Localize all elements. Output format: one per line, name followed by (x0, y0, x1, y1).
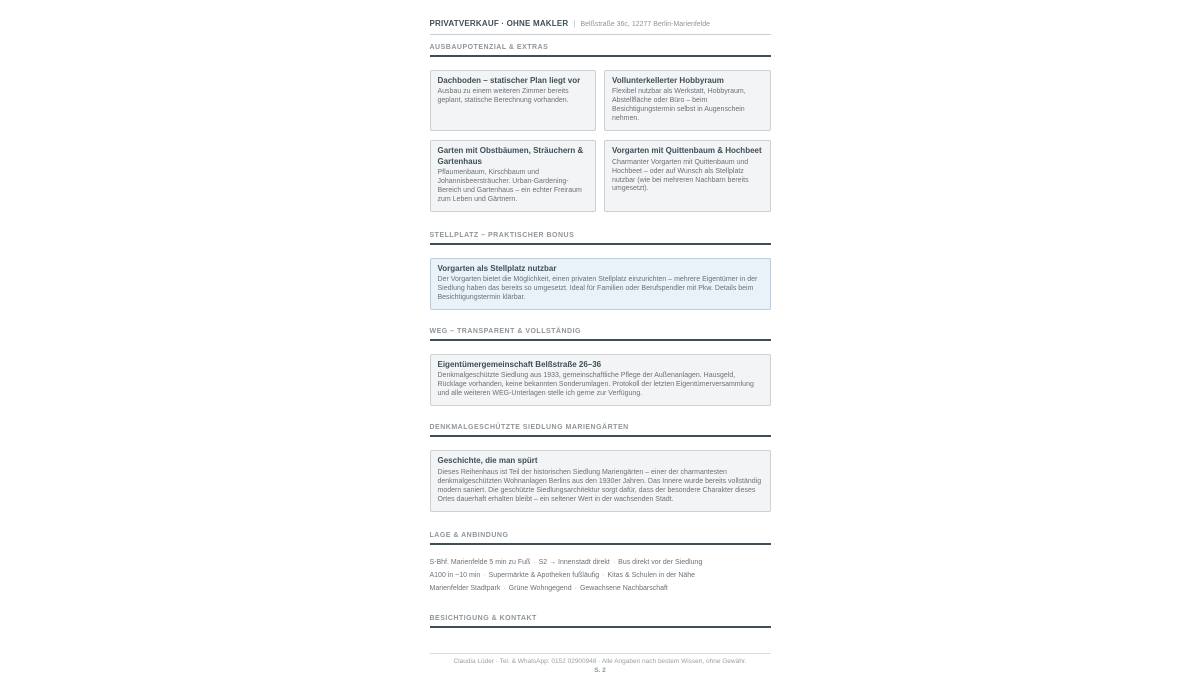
lage-item: S-Bhf. Marienfelde 5 min zu Fuß (429, 558, 531, 566)
card-garten (430, 140, 597, 212)
document-page (430, 0, 771, 674)
section-heading-weg: WEG – TRANSPARENT & VOLLSTÄNDIG (430, 328, 771, 341)
card-dachboden (430, 70, 597, 131)
card-garten-body: Pflaumenbaum, Kirschbaum und Johannisbeersträucher. Urban-Gardening-Bereich und Gartenhaus – ein echter Freiraum zum Leben und Gärtnern. (437, 168, 582, 203)
lage-item: Supermärkte & Apotheken fußläufig (488, 571, 600, 579)
document-footer (430, 653, 771, 674)
lage-item: Gewachsene Nachbarschaft (579, 584, 668, 592)
section-heading-ausbaupotenzial: AUSBAUPOTENZIAL & EXTRAS (430, 44, 771, 57)
card-dachboden-title: Dachboden – statischer Plan liegt vor (437, 76, 581, 85)
footer-contact-line: Claudia Lüder · Tel. & WhatsApp: 0152 02900948 · Alle Angaben nach bestem Wissen, ohne Gewähr. (453, 657, 747, 665)
card-row-extras-2 (430, 140, 771, 212)
card-geschichte-body: Dieses Reihenhaus ist Teil der historischen Siedlung Mariengärten – einer der charmantesten denkmalgeschützten Wohnanlagen Berlins aus den 1930er Jahren. Das Innere wurde bereits vollständig modern saniert. Die geschützte Siedlungsarchitektur sorgt dafür, dass der besondere Charakter dieses Ortes dauerhaft erhalten bleibt – ein seltener Wert in der wachsenden Stadt. (437, 468, 762, 503)
section-heading-stellplatz: STELLPLATZ – PRAKTISCHER BONUS (430, 232, 771, 245)
lage-item: Kitas & Schulen in der Nähe (607, 571, 696, 579)
dot-separator: · (533, 558, 536, 566)
header-address: Belßstraße 36c, 12277 Berlin-Marienfelde (580, 21, 711, 28)
dot-separator: · (574, 584, 577, 592)
lage-row-1 (430, 556, 771, 569)
card-vorgarten (604, 140, 771, 212)
card-eigentuemergemeinschaft-body: Denkmalgeschützte Siedlung aus 1933, gemeinschaftliche Pflege der Außenanlagen. Hausgeld, Rücklage vorhanden, keine bekannten Sonderumlagen. Protokoll der letzten Eigentümerversammlung und alle weiteren WEG-Unterlagen stelle ich gerne zur Verfügung. (437, 372, 754, 398)
dot-separator: · (602, 571, 605, 579)
section-heading-lage: LAGE & ANBINDUNG (430, 532, 771, 545)
card-eigentuemergemeinschaft-title: Eigentümergemeinschaft Belßstraße 26–36 (437, 360, 602, 370)
lage-item: S2 → Innenstadt direkt (538, 558, 610, 566)
page-number: S. 2 (594, 666, 606, 674)
card-eigentuemergemeinschaft (430, 354, 771, 406)
lage-list (430, 556, 771, 595)
lage-item: Marienfelder Stadtpark (429, 584, 501, 592)
card-hobbyraum-title: Vollunterkellerter Hobbyraum (612, 76, 724, 85)
lage-item: Bus direkt vor der Siedlung (618, 558, 703, 566)
dot-separator: · (483, 571, 486, 579)
card-hobbyraum (604, 70, 771, 131)
header-title: PRIVATVERKAUF · OHNE MAKLER (429, 19, 569, 28)
lage-row-3 (430, 582, 771, 595)
section-heading-denkmalschutz: DENKMALGESCHÜTZTE SIEDLUNG MARIENGÄRTEN (430, 424, 771, 437)
card-stellplatz-body: Der Vorgarten bietet die Möglichkeit, einen privaten Stellplatz einzurichten – mehrere Eigentümer in der Siedlung haben das bereits so umgesetzt. Ideal für Familien oder Berufspendler mit Pkw. Details beim Besichtigungstermin klärbar. (437, 276, 758, 302)
card-vorgarten-title: Vorgarten mit Quittenbaum & Hochbeet (612, 146, 762, 156)
section-heading-besichtigung: BESICHTIGUNG & KONTAKT (430, 615, 771, 628)
header-separator: | (573, 19, 576, 28)
document-header (430, 19, 771, 35)
card-stellplatz (430, 258, 771, 310)
dot-separator: · (503, 584, 506, 592)
card-vorgarten-body: Charmanter Vorgarten mit Quittenbaum und Hochbeet – oder auf Wunsch als Stellplatz nutzbar (wie bei mehreren Nachbarn bereits umgesetzt). (612, 158, 749, 193)
lage-item: Grüne Wohngegend (508, 584, 572, 592)
card-geschichte (430, 450, 771, 511)
lage-row-2 (430, 569, 771, 582)
card-geschichte-title: Geschichte, die man spürt (437, 456, 538, 466)
dot-separator: · (612, 558, 616, 566)
card-row-extras-1 (430, 70, 771, 131)
card-stellplatz-title: Vorgarten als Stellplatz nutzbar (437, 263, 557, 273)
card-dachboden-body: Ausbau zu einem weiteren Zimmer bereits geplant, statische Berechnung vorhanden. (437, 88, 569, 105)
lage-item: A100 in ~10 min (429, 571, 481, 579)
card-hobbyraum-body: Flexibel nutzbar als Werkstatt, Hobbyraum, Abstellfläche oder Büro – beim Besichtigungstermin selbst in Augenschein nehmen. (612, 88, 746, 123)
card-garten-title: Garten mit Obstbäumen, Sträuchern & Gartenhaus (437, 146, 584, 166)
